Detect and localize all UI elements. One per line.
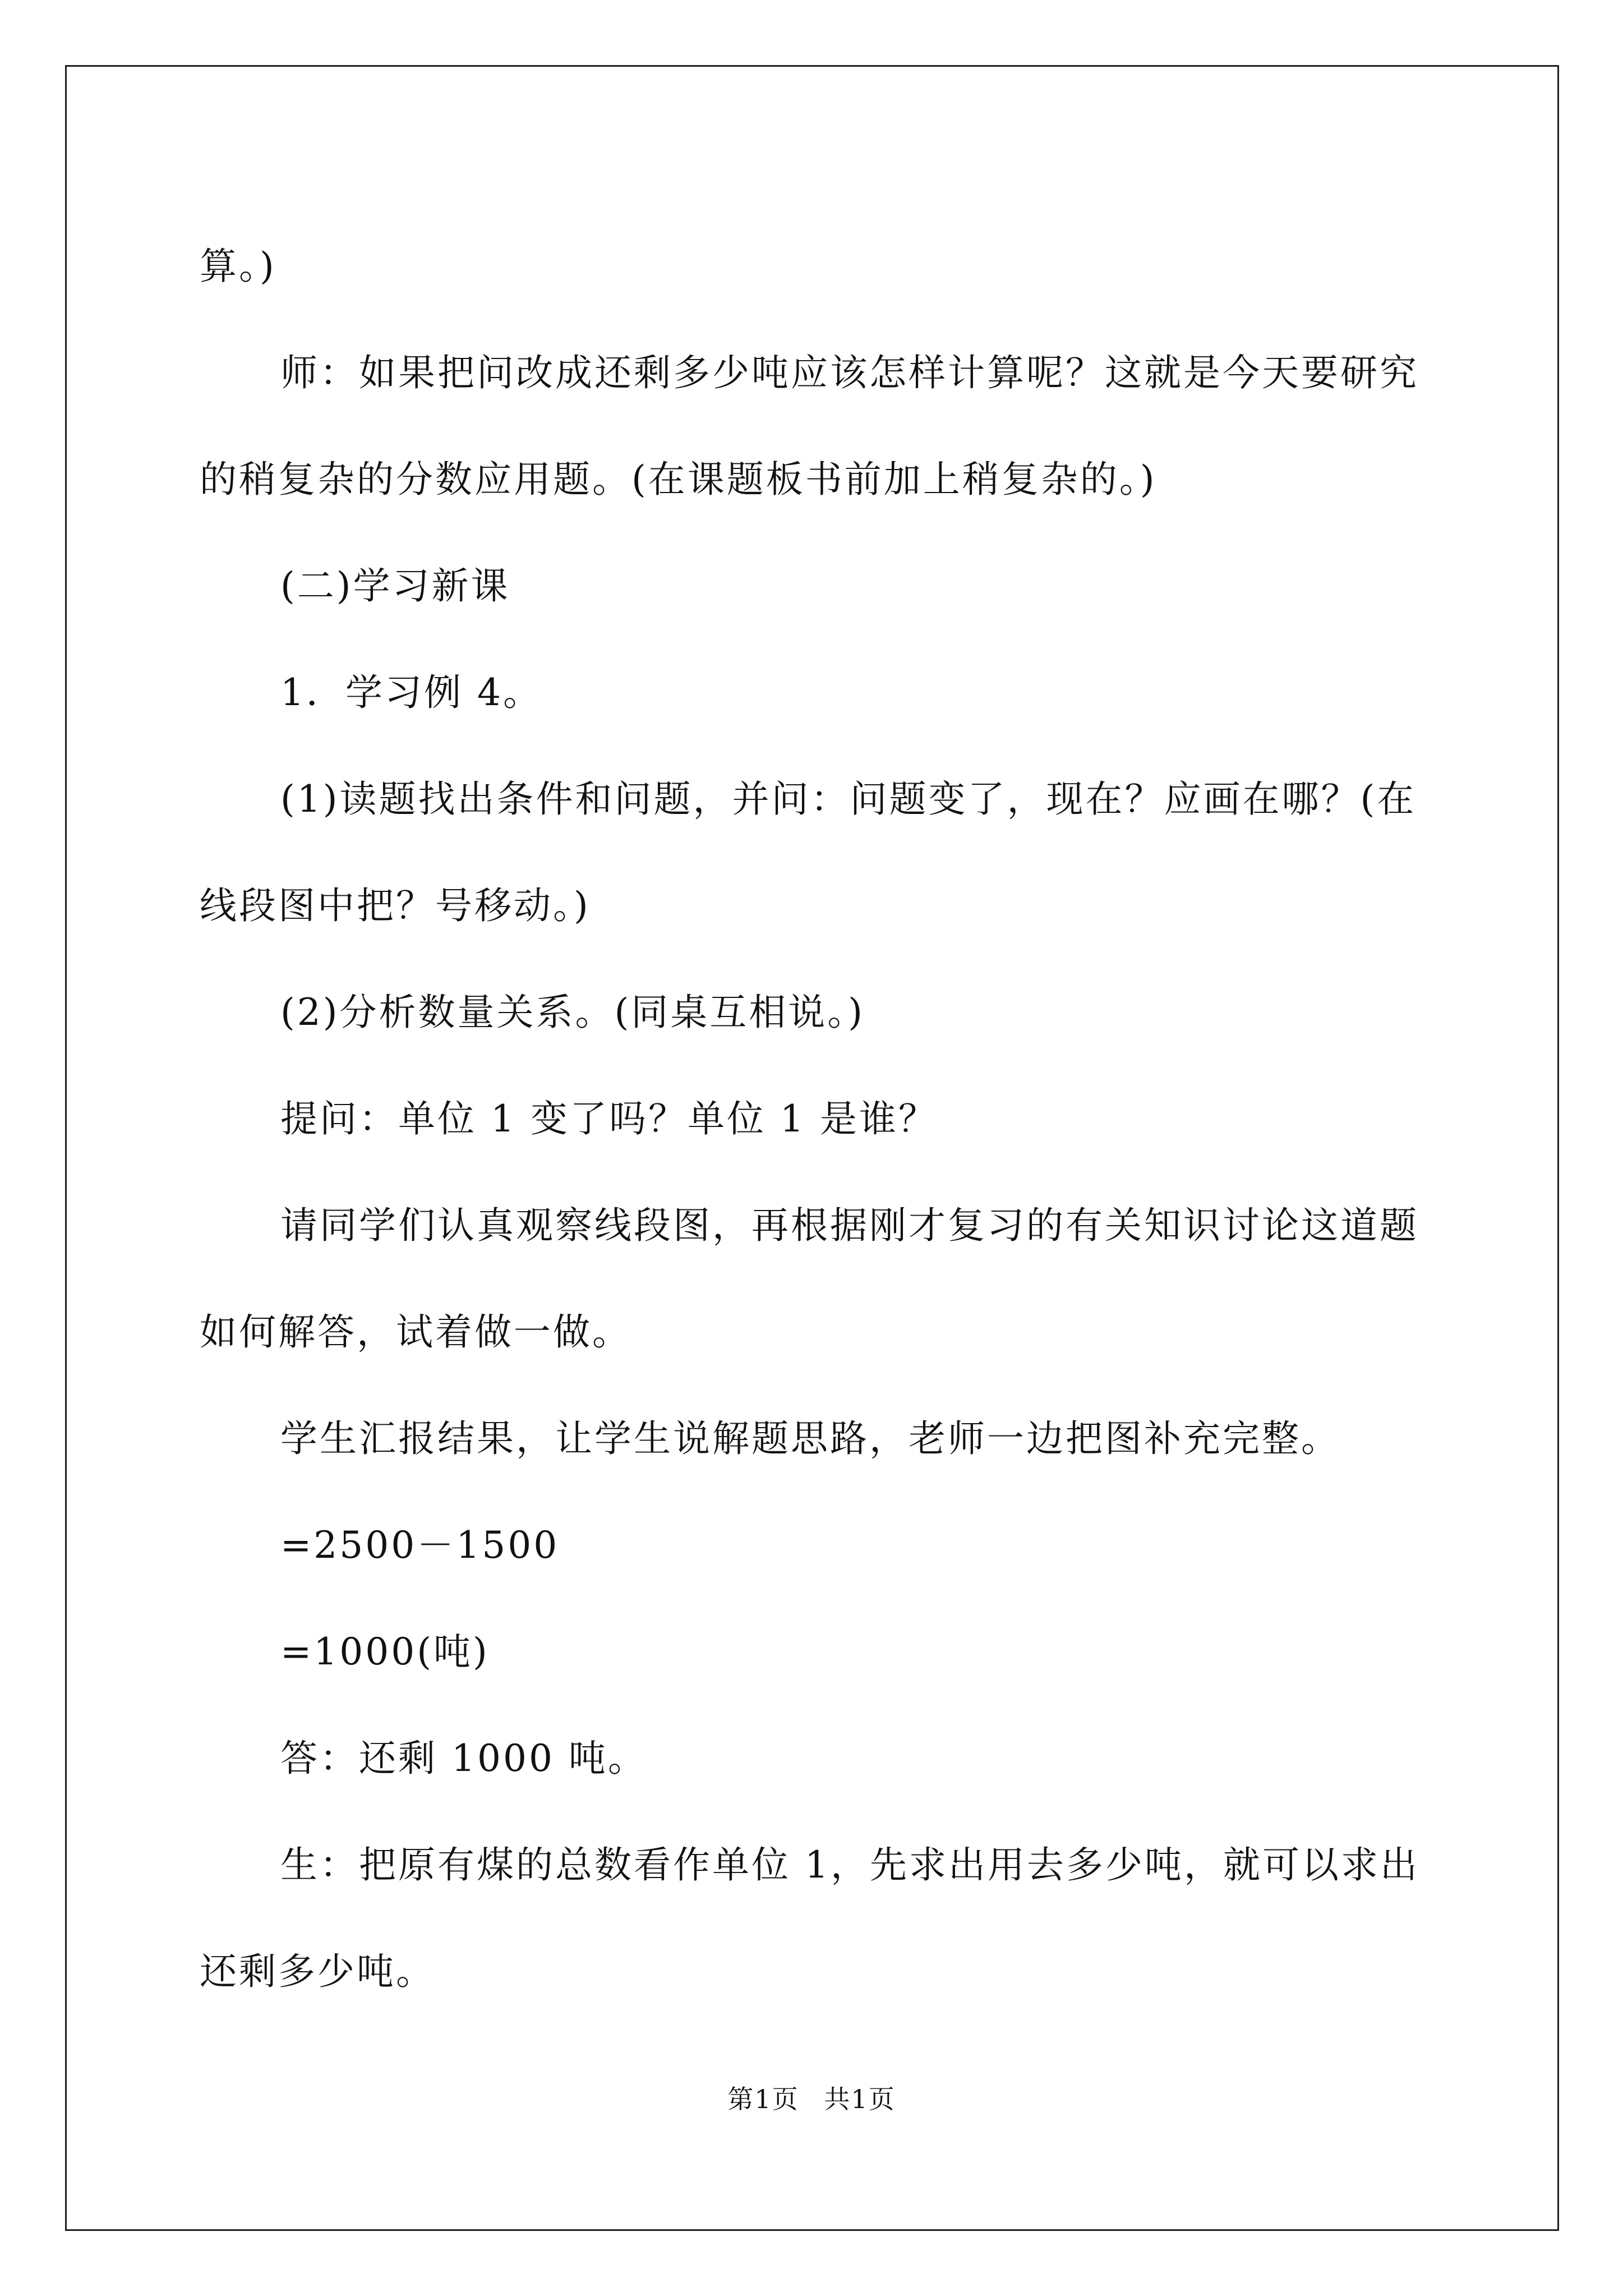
page-footer: [0, 2079, 1623, 2116]
page-number: 第1页: [727, 2084, 799, 2114]
paragraph-13: 生：把原有煤的总数看作单位 1，先求出用去多少吨，就可以求出还剩多少吨。: [200, 1843, 1419, 1993]
paragraph-3: (二)学习新课: [280, 564, 510, 608]
document-body: [200, 213, 1433, 2025]
paragraph-6: (2)分析数量关系。(同桌互相说。): [280, 991, 865, 1034]
paragraph-9: 学生汇报结果，让学生说解题思路，老师一边把图补充完整。: [280, 1417, 1340, 1460]
paragraph-8: 请同学们认真观察线段图，再根据刚才复习的有关知识讨论这道题如何解答，试着做一做。: [200, 1204, 1419, 1354]
page-total: 共1页: [824, 2084, 896, 2114]
paragraph-11: =1000(吨): [280, 1630, 490, 1673]
paragraph-1: 算。): [200, 245, 276, 288]
paragraph-4: 1．学习例 4。: [280, 671, 542, 714]
paragraph-2: 师：如果把问改成还剩多少吨应该怎样计算呢？这就是今天要研究的稍复杂的分数应用题。(在课题板书前加上稍复杂的。): [200, 351, 1419, 501]
paragraph-12: 答：还剩 1000 吨。: [280, 1737, 647, 1780]
paragraph-5: (1)读题找出条件和问题，并问：问题变了，现在？应画在哪？(在线段图中把？号移动。): [200, 777, 1417, 927]
paragraph-10: =2500－1500: [280, 1524, 560, 1567]
paragraph-7: 提问：单位 1 变了吗？单位 1 是谁？: [280, 1097, 938, 1140]
